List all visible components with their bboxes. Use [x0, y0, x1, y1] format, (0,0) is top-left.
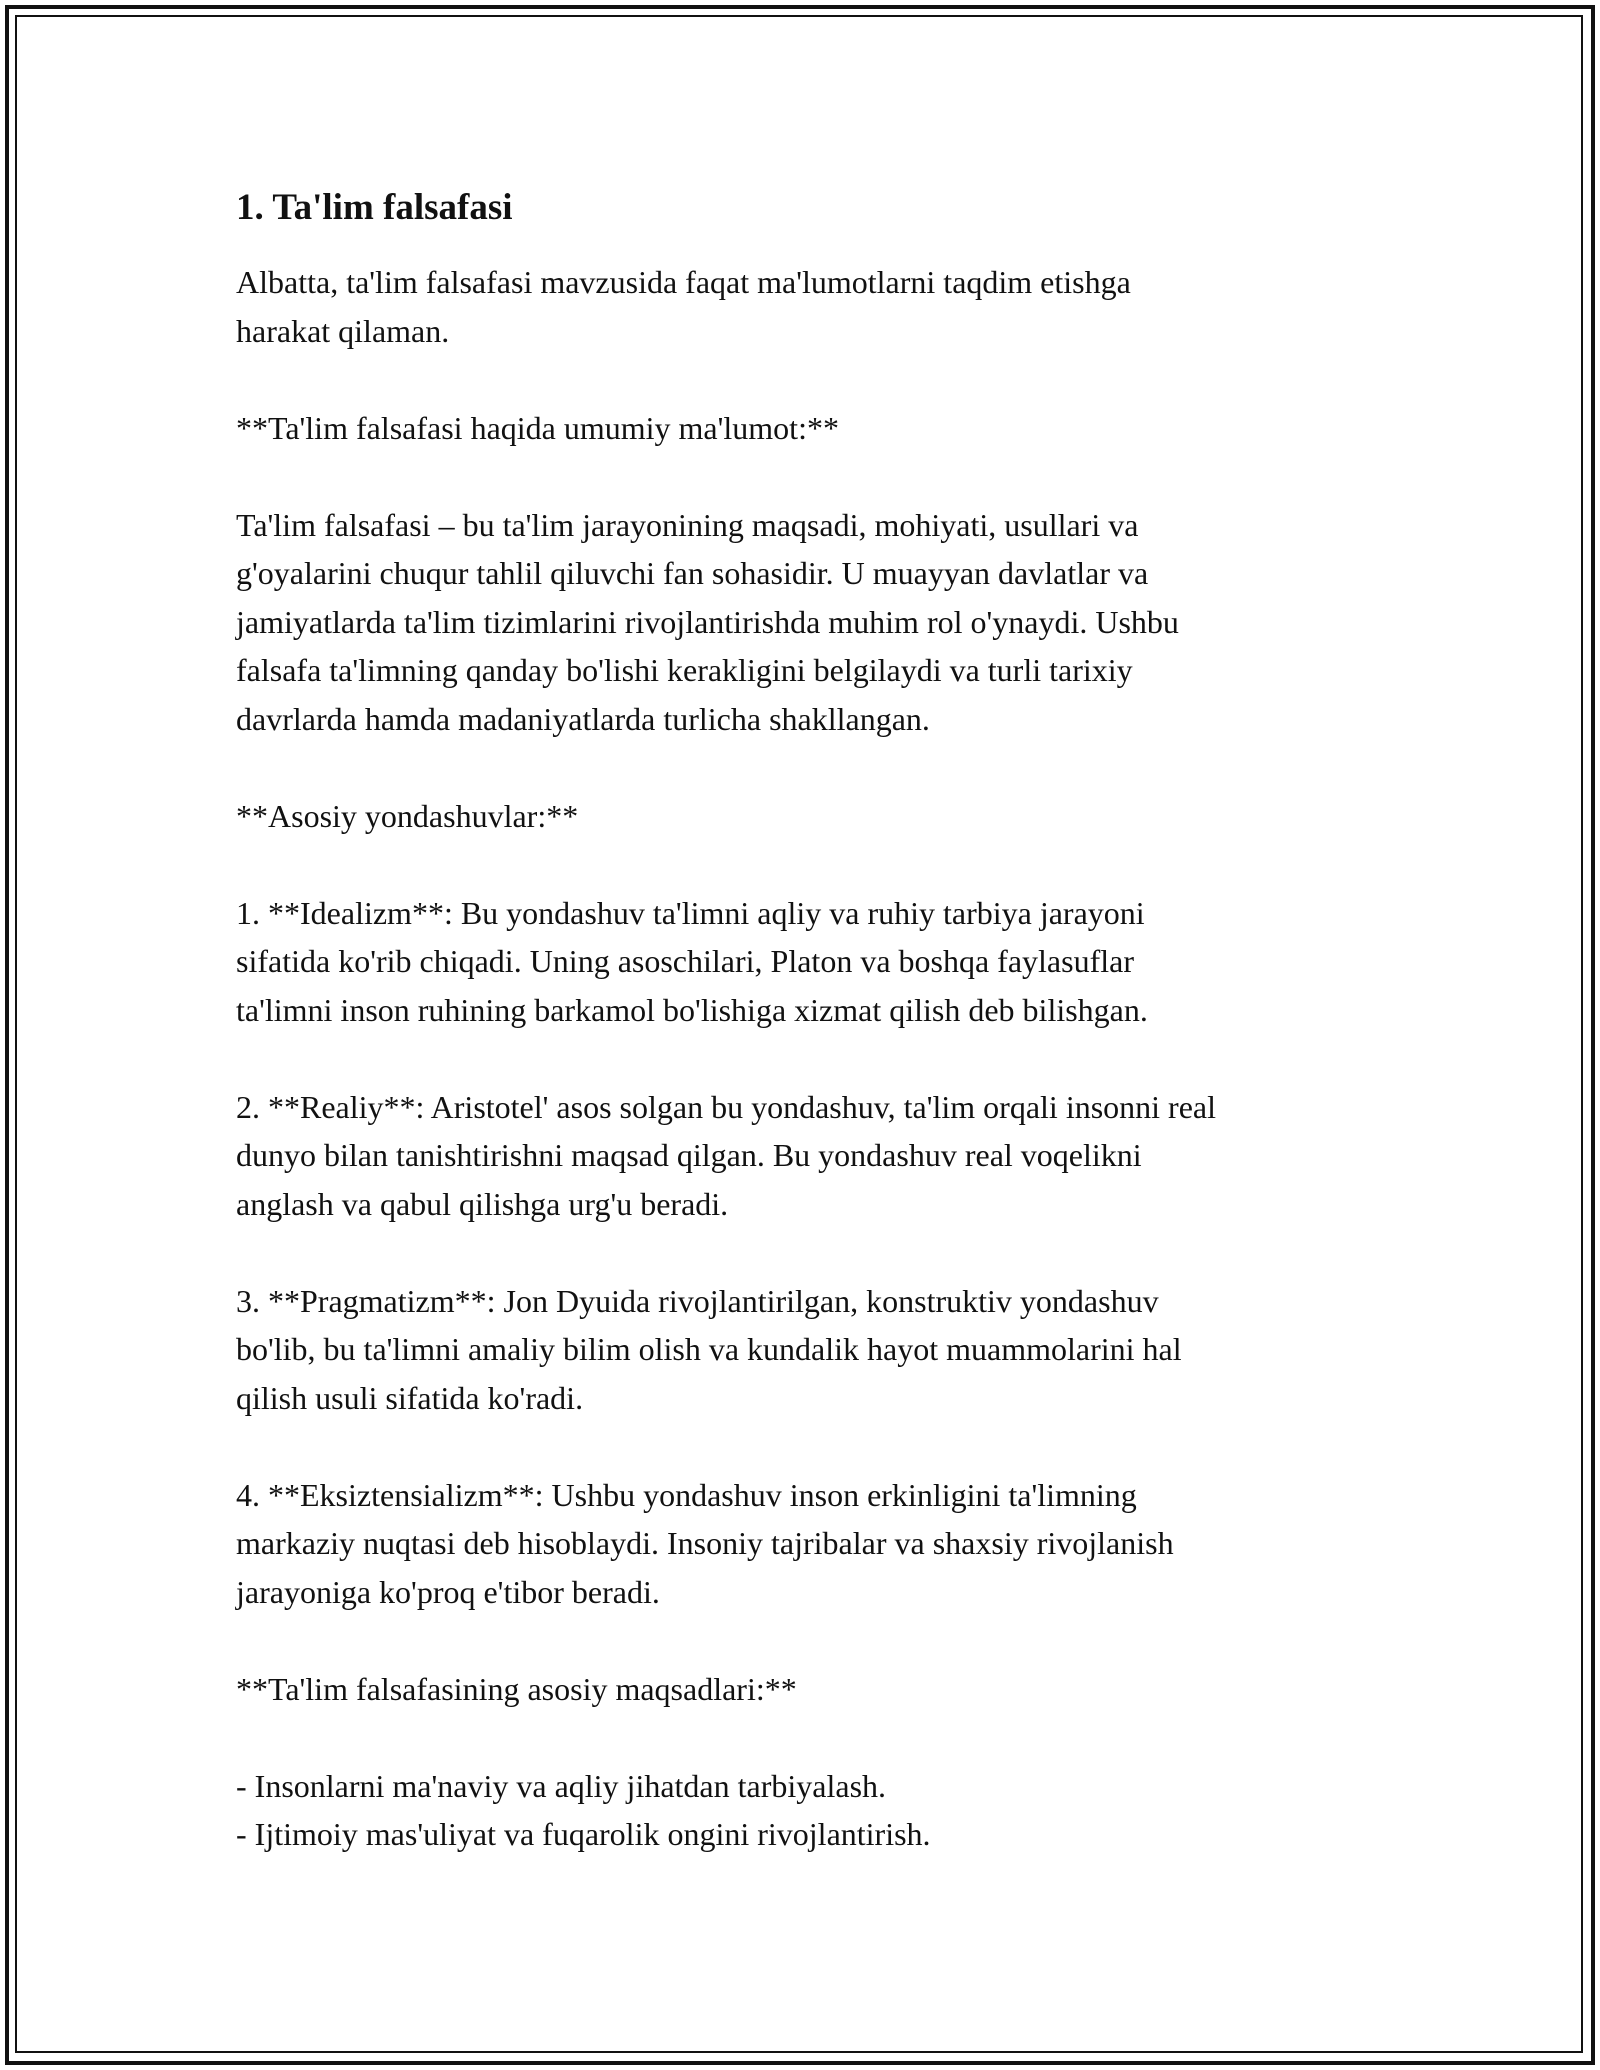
paragraph-gap [236, 840, 1416, 889]
section-heading-goals: **Ta'lim falsafasining asosiy maqsadlari:** [236, 1670, 797, 1707]
approach-idealism: 1. **Idealizm**: Bu yondashuv ta'limni aqliy va ruhiy tarbiya jarayoni sifatida ko'rib chiqadi. Uning asoschilari, Platon va boshqa faylasuflar ta'limni inson ruhining barkamol bo'lishiga xizmat qilish deb bilishgan. [236, 894, 1148, 1028]
approach-existentialism: 4. **Eksiztensializm**: Ushbu yondashuv inson erkinligini ta'limning markaziy nuqtasi deb hisoblaydi. Insoniy tajribalar va shaxsiy rivojlanish jarayoniga ko'proq e'tibor beradi. [236, 1476, 1174, 1610]
paragraph-gap [236, 1228, 1416, 1277]
goals-list: - Insonlarni ma'naviy va aqliy jihatdan tarbiyalash. - Ijtimoiy mas'uliyat va fuqarolik ongini rivojlantirish. [236, 1767, 931, 1853]
document-body [236, 186, 1416, 1859]
paragraph-gap [236, 1713, 1416, 1762]
approach-realism: 2. **Realiy**: Aristotel' asos solgan bu yondashuv, ta'lim orqali insonni real dunyo bilan tanishtirishni maqsad qilgan. Bu yondashuv real voqelikni anglash va qabul qilishga urg'u beradi. [236, 1088, 1216, 1222]
paragraph-gap [236, 1616, 1416, 1665]
document-title: 1. Ta'lim falsafasi [236, 187, 513, 228]
section-heading-overview: **Ta'lim falsafasi haqida umumiy ma'lumot:** [236, 409, 839, 446]
paragraph-gap [236, 452, 1416, 501]
overview-paragraph: Ta'lim falsafasi – bu ta'lim jarayonining maqsadi, mohiyati, usullari va g'oyalarini chuqur tahlil qiluvchi fan sohasidir. U muayyan davlatlar va jamiyatlarda ta'lim tizimlarini rivojlantirishda muhim rol o'ynaydi. Ushbu falsafa ta'limning qanday bo'lishi kerakligini belgilaydi va turli tarixiy davrlarda hamda madaniyatlarda turlicha shakllangan. [236, 506, 1179, 737]
section-heading-approaches: **Asosiy yondashuvlar:** [236, 797, 579, 834]
paragraph-gap [236, 1034, 1416, 1083]
paragraph-gap [236, 1422, 1416, 1471]
approach-pragmatism: 3. **Pragmatizm**: Jon Dyuida rivojlantirilgan, konstruktiv yondashuv bo'lib, bu ta'limni amaliy bilim olish va kundalik hayot muammolarini hal qilish usuli sifatida ko'radi. [236, 1282, 1182, 1416]
paragraph-gap [236, 355, 1416, 404]
intro-paragraph: Albatta, ta'lim falsafasi mavzusida faqat ma'lumotlarni taqdim etishga harakat qilaman. [236, 264, 1131, 349]
paragraph-gap [236, 743, 1416, 792]
